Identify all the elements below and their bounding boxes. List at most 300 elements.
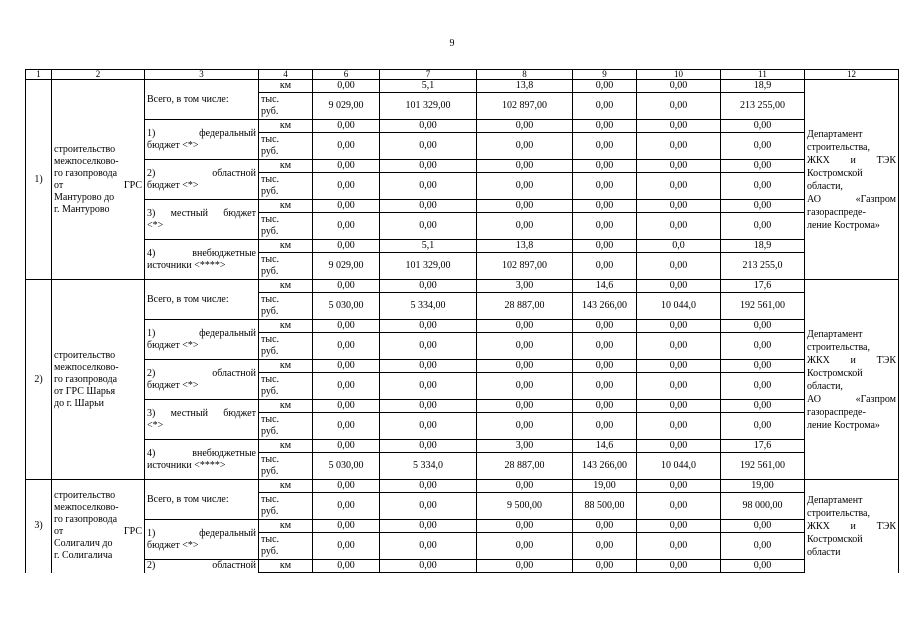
value-km: 0,00 xyxy=(721,400,805,413)
value-km: 0,00 xyxy=(637,120,721,133)
financing-table xyxy=(25,69,899,573)
unit-rub-line: руб. xyxy=(261,506,279,517)
unit-rub-line: тыс. xyxy=(261,374,280,385)
column-number: 1 xyxy=(26,70,52,80)
unit-km: км xyxy=(259,280,313,293)
object-name-line: межпоселково- xyxy=(54,361,119,373)
value-rub: 0,00 xyxy=(721,173,805,200)
department-line: газораспреде- xyxy=(807,206,866,218)
value-km: 0,00 xyxy=(721,200,805,213)
table-row xyxy=(26,480,899,493)
value-km: 0,00 xyxy=(637,400,721,413)
value-km: 0,00 xyxy=(313,280,380,293)
object-name xyxy=(52,80,145,280)
department-line: ЖКХ и ТЭК xyxy=(807,154,896,166)
funding-source-label: 3) местный бюджет xyxy=(147,407,256,419)
funding-source-federal xyxy=(145,320,259,360)
table-row xyxy=(26,240,899,253)
value-rub: 0,00 xyxy=(637,213,721,240)
unit-km: км xyxy=(259,560,313,573)
value-km: 0,00 xyxy=(380,520,477,533)
funding-source-label: 1) федеральный xyxy=(147,527,256,539)
value-km: 0,00 xyxy=(637,560,721,573)
funding-source-label: Всего, в том числе: xyxy=(147,93,229,105)
value-rub: 0,00 xyxy=(477,213,573,240)
department-line: газораспреде- xyxy=(807,406,866,418)
column-number: 4 xyxy=(259,70,313,80)
funding-source-label: 2) областной xyxy=(147,167,256,179)
row-number: 1) xyxy=(26,80,52,280)
department-line: Департамент xyxy=(807,494,863,506)
department-line: Департамент xyxy=(807,128,863,140)
value-rub: 98 000,00 xyxy=(721,493,805,520)
value-km: 0,00 xyxy=(477,520,573,533)
column-number: 9 xyxy=(573,70,637,80)
responsible-department xyxy=(805,480,899,573)
unit-rub-line: руб. xyxy=(261,186,279,197)
unit-km: км xyxy=(259,440,313,453)
value-rub: 9 500,00 xyxy=(477,493,573,520)
value-rub: 9 029,00 xyxy=(313,253,380,280)
funding-source-label: <*> xyxy=(147,219,164,231)
value-km: 18,9 xyxy=(721,80,805,93)
funding-source-local xyxy=(145,200,259,240)
value-rub: 0,00 xyxy=(637,413,721,440)
value-km: 0,00 xyxy=(637,360,721,373)
value-rub: 0,00 xyxy=(721,133,805,160)
value-rub: 0,00 xyxy=(573,173,637,200)
unit-rub-line: руб. xyxy=(261,546,279,557)
value-km: 0,00 xyxy=(380,360,477,373)
value-km: 0,00 xyxy=(380,320,477,333)
value-km: 18,9 xyxy=(721,240,805,253)
value-rub: 0,00 xyxy=(477,133,573,160)
unit-rub-line: тыс. xyxy=(261,534,280,545)
value-rub: 0,00 xyxy=(573,333,637,360)
value-rub: 0,00 xyxy=(573,373,637,400)
value-km: 0,00 xyxy=(721,560,805,573)
value-km: 0,00 xyxy=(313,360,380,373)
funding-source-local xyxy=(145,400,259,440)
department-line: Костромской xyxy=(807,533,863,545)
unit-km: км xyxy=(259,320,313,333)
value-rub: 0,00 xyxy=(721,413,805,440)
object-name-line: от ГРС Шарья xyxy=(54,385,116,397)
value-km: 14,6 xyxy=(573,440,637,453)
value-km: 0,00 xyxy=(313,320,380,333)
unit-rub-line: тыс. xyxy=(261,454,280,465)
unit-rub-line: тыс. xyxy=(261,294,280,305)
unit-rub xyxy=(259,173,313,200)
funding-source-label: Всего, в том числе: xyxy=(147,493,229,505)
value-km: 17,6 xyxy=(721,440,805,453)
value-rub: 0,00 xyxy=(477,333,573,360)
value-rub: 0,00 xyxy=(477,173,573,200)
value-rub: 102 897,00 xyxy=(477,93,573,120)
department-line: строительства, xyxy=(807,341,870,353)
value-rub: 5 030,00 xyxy=(313,453,380,480)
unit-km: км xyxy=(259,80,313,93)
unit-rub-line: руб. xyxy=(261,426,279,437)
unit-rub xyxy=(259,493,313,520)
value-km: 0,00 xyxy=(573,160,637,173)
value-km: 0,00 xyxy=(380,480,477,493)
value-km: 0,00 xyxy=(313,80,380,93)
value-km: 17,6 xyxy=(721,280,805,293)
department-line: ЖКХ и ТЭК xyxy=(807,520,896,532)
unit-rub xyxy=(259,293,313,320)
unit-km: км xyxy=(259,520,313,533)
funding-source-label: Всего, в том числе: xyxy=(147,293,229,305)
value-rub: 0,00 xyxy=(721,213,805,240)
unit-rub-line: руб. xyxy=(261,266,279,277)
row-number: 2) xyxy=(26,280,52,480)
unit-rub xyxy=(259,93,313,120)
column-number: 8 xyxy=(477,70,573,80)
table-row xyxy=(26,400,899,413)
value-rub: 102 897,00 xyxy=(477,253,573,280)
unit-rub-line: тыс. xyxy=(261,174,280,185)
department-line: Департамент xyxy=(807,328,863,340)
value-rub: 0,00 xyxy=(721,373,805,400)
value-rub: 0,00 xyxy=(477,413,573,440)
funding-source-label: 1) федеральный xyxy=(147,127,256,139)
value-km: 0,00 xyxy=(573,560,637,573)
value-rub: 0,00 xyxy=(313,493,380,520)
value-km: 0,00 xyxy=(721,120,805,133)
value-km: 0,00 xyxy=(637,200,721,213)
row-number: 3) xyxy=(26,480,52,573)
department-line: Костромской xyxy=(807,367,863,379)
value-rub: 0,00 xyxy=(313,133,380,160)
table-row xyxy=(26,560,899,573)
value-rub: 0,00 xyxy=(380,533,477,560)
unit-rub xyxy=(259,213,313,240)
value-km: 0,00 xyxy=(313,440,380,453)
object-name-line: строительство xyxy=(54,490,116,502)
unit-km: км xyxy=(259,120,313,133)
table-row xyxy=(26,160,899,173)
value-rub: 0,00 xyxy=(573,93,637,120)
object-name-line: межпоселково- xyxy=(54,155,119,167)
value-rub: 0,00 xyxy=(313,333,380,360)
funding-source-label: бюджет <*> xyxy=(147,139,199,151)
object-name-line: строительство xyxy=(54,143,116,155)
value-km: 0,00 xyxy=(477,560,573,573)
value-rub: 0,00 xyxy=(477,533,573,560)
table-row xyxy=(26,360,899,373)
value-rub: 0,00 xyxy=(637,373,721,400)
value-rub: 0,00 xyxy=(380,213,477,240)
unit-rub xyxy=(259,253,313,280)
value-rub: 9 029,00 xyxy=(313,93,380,120)
unit-rub xyxy=(259,453,313,480)
responsible-department xyxy=(805,80,899,280)
object-name xyxy=(52,280,145,480)
value-rub: 213 255,0 xyxy=(721,253,805,280)
object-name-line: строительство xyxy=(54,349,116,361)
value-km: 0,00 xyxy=(721,360,805,373)
funding-source-offbudget xyxy=(145,240,259,280)
value-rub: 5 334,0 xyxy=(380,453,477,480)
value-rub: 0,00 xyxy=(637,133,721,160)
unit-rub xyxy=(259,373,313,400)
value-km: 0,00 xyxy=(313,520,380,533)
funding-source-federal xyxy=(145,120,259,160)
table-row xyxy=(26,320,899,333)
unit-rub-line: руб. xyxy=(261,346,279,357)
value-rub: 0,00 xyxy=(637,253,721,280)
value-km: 0,00 xyxy=(313,240,380,253)
table-row xyxy=(26,120,899,133)
table-row xyxy=(26,80,899,93)
unit-rub-line: руб. xyxy=(261,386,279,397)
unit-rub xyxy=(259,333,313,360)
value-km: 3,00 xyxy=(477,280,573,293)
object-name-line: до г. Шарьи xyxy=(54,397,104,409)
value-km: 0,00 xyxy=(721,160,805,173)
value-rub: 0,00 xyxy=(573,253,637,280)
unit-rub-line: тыс. xyxy=(261,334,280,345)
value-km: 0,00 xyxy=(477,160,573,173)
value-rub: 0,00 xyxy=(313,173,380,200)
unit-rub xyxy=(259,133,313,160)
value-km: 0,00 xyxy=(380,400,477,413)
value-rub: 0,00 xyxy=(637,93,721,120)
value-km: 0,00 xyxy=(380,200,477,213)
unit-rub-line: руб. xyxy=(261,466,279,477)
table-row xyxy=(26,440,899,453)
value-km: 0,00 xyxy=(477,400,573,413)
funding-source-regional xyxy=(145,160,259,200)
value-km: 0,00 xyxy=(637,80,721,93)
column-number: 2 xyxy=(52,70,145,80)
value-rub: 213 255,00 xyxy=(721,93,805,120)
value-km: 0,00 xyxy=(637,520,721,533)
column-number: 12 xyxy=(805,70,899,80)
department-line: строительства, xyxy=(807,507,870,519)
value-km: 19,00 xyxy=(721,480,805,493)
unit-km: км xyxy=(259,400,313,413)
unit-km: км xyxy=(259,160,313,173)
funding-source-label: 4) внебюджетные xyxy=(147,247,256,259)
value-rub: 0,00 xyxy=(380,413,477,440)
value-km: 0,00 xyxy=(573,520,637,533)
object-name-line: г. Солигалича xyxy=(54,550,113,562)
value-rub: 10 044,0 xyxy=(637,453,721,480)
value-rub: 0,00 xyxy=(380,173,477,200)
value-km: 0,00 xyxy=(637,440,721,453)
funding-source-label: 1) федеральный xyxy=(147,327,256,339)
funding-source-total xyxy=(145,280,259,320)
value-rub: 10 044,0 xyxy=(637,293,721,320)
unit-km: км xyxy=(259,480,313,493)
funding-source-label: 2) областной xyxy=(147,560,256,572)
value-km: 13,8 xyxy=(477,80,573,93)
value-km: 0,0 xyxy=(637,240,721,253)
column-number: 10 xyxy=(637,70,721,80)
value-rub: 5 334,00 xyxy=(380,293,477,320)
value-rub: 0,00 xyxy=(573,533,637,560)
funding-source-federal xyxy=(145,520,259,560)
object-name-line: Солигалич до xyxy=(54,538,113,550)
value-km: 0,00 xyxy=(313,120,380,133)
value-km: 0,00 xyxy=(721,320,805,333)
value-rub: 0,00 xyxy=(313,533,380,560)
value-rub: 143 266,00 xyxy=(573,453,637,480)
value-rub: 0,00 xyxy=(573,213,637,240)
column-number: 6 xyxy=(313,70,380,80)
funding-source-label: бюджет <*> xyxy=(147,179,199,191)
value-rub: 0,00 xyxy=(313,373,380,400)
department-line: АО «Газпром xyxy=(807,393,896,405)
unit-km: км xyxy=(259,360,313,373)
value-rub: 0,00 xyxy=(380,493,477,520)
value-rub: 0,00 xyxy=(637,173,721,200)
value-km: 0,00 xyxy=(313,400,380,413)
unit-km: км xyxy=(259,240,313,253)
value-km: 0,00 xyxy=(380,160,477,173)
responsible-department xyxy=(805,280,899,480)
value-km: 19,00 xyxy=(573,480,637,493)
department-line: области xyxy=(807,546,841,558)
value-rub: 0,00 xyxy=(313,413,380,440)
value-km: 0,00 xyxy=(380,560,477,573)
table-row xyxy=(26,280,899,293)
value-rub: 0,00 xyxy=(477,373,573,400)
value-rub: 101 329,00 xyxy=(380,253,477,280)
value-km: 0,00 xyxy=(477,320,573,333)
value-rub: 192 561,00 xyxy=(721,293,805,320)
unit-rub-line: тыс. xyxy=(261,134,280,145)
unit-rub-line: тыс. xyxy=(261,214,280,225)
unit-rub-line: тыс. xyxy=(261,414,280,425)
object-name-line: межпоселково- xyxy=(54,502,119,514)
value-km: 0,00 xyxy=(573,360,637,373)
value-rub: 28 887,00 xyxy=(477,293,573,320)
value-km: 0,00 xyxy=(477,480,573,493)
value-km: 0,00 xyxy=(637,320,721,333)
value-rub: 0,00 xyxy=(637,533,721,560)
unit-km: км xyxy=(259,200,313,213)
funding-source-label: источники <****> xyxy=(147,459,226,471)
value-rub: 0,00 xyxy=(380,373,477,400)
page-number: 9 xyxy=(449,38,455,49)
value-rub: 5 030,00 xyxy=(313,293,380,320)
object-name-line: от ГРС xyxy=(54,179,142,191)
department-line: строительства, xyxy=(807,141,870,153)
department-line: ление Кострома» xyxy=(807,219,880,231)
value-km: 0,00 xyxy=(721,520,805,533)
value-km: 0,00 xyxy=(313,480,380,493)
funding-source-label: <*> xyxy=(147,419,164,431)
funding-source-total xyxy=(145,480,259,520)
value-rub: 192 561,00 xyxy=(721,453,805,480)
value-km: 0,00 xyxy=(313,200,380,213)
unit-rub-line: тыс. xyxy=(261,94,280,105)
object-name-line: го газопровода xyxy=(54,167,118,179)
object-name-line: го газопровода xyxy=(54,514,118,526)
value-km: 0,00 xyxy=(573,120,637,133)
unit-rub-line: руб. xyxy=(261,226,279,237)
value-rub: 0,00 xyxy=(721,533,805,560)
value-rub: 0,00 xyxy=(313,213,380,240)
unit-rub-line: тыс. xyxy=(261,254,280,265)
unit-rub-line: руб. xyxy=(261,106,279,117)
value-km: 13,8 xyxy=(477,240,573,253)
unit-rub-line: руб. xyxy=(261,306,279,317)
unit-rub xyxy=(259,413,313,440)
object-name xyxy=(52,480,145,573)
object-name-line: Мантурово до xyxy=(54,191,115,203)
value-km: 14,6 xyxy=(573,280,637,293)
value-km: 0,00 xyxy=(380,440,477,453)
object-name-line: от ГРС xyxy=(54,526,142,538)
funding-source-label: бюджет <*> xyxy=(147,539,199,551)
value-km: 5,1 xyxy=(380,240,477,253)
funding-source-label: источники <****> xyxy=(147,259,226,271)
value-km: 0,00 xyxy=(573,240,637,253)
value-km: 0,00 xyxy=(313,560,380,573)
value-rub: 0,00 xyxy=(380,333,477,360)
funding-source-regional xyxy=(145,560,259,573)
value-km: 0,00 xyxy=(477,200,573,213)
value-km: 0,00 xyxy=(637,280,721,293)
value-km: 0,00 xyxy=(573,320,637,333)
value-rub: 0,00 xyxy=(573,133,637,160)
value-rub: 88 500,00 xyxy=(573,493,637,520)
value-km: 0,00 xyxy=(637,160,721,173)
column-number-row xyxy=(26,70,899,80)
value-km: 0,00 xyxy=(637,480,721,493)
value-km: 0,00 xyxy=(380,120,477,133)
object-name-line: г. Мантурово xyxy=(54,203,110,215)
value-km: 0,00 xyxy=(380,280,477,293)
value-km: 0,00 xyxy=(573,200,637,213)
department-line: области, xyxy=(807,180,843,192)
value-rub: 143 266,00 xyxy=(573,293,637,320)
unit-rub-line: тыс. xyxy=(261,494,280,505)
object-name-line: го газопровода xyxy=(54,373,118,385)
column-number: 7 xyxy=(380,70,477,80)
unit-rub xyxy=(259,533,313,560)
funding-source-total xyxy=(145,80,259,120)
value-rub: 0,00 xyxy=(573,413,637,440)
value-km: 5,1 xyxy=(380,80,477,93)
value-km: 0,00 xyxy=(313,160,380,173)
funding-source-label: 2) областной xyxy=(147,367,256,379)
department-line: ЖКХ и ТЭК xyxy=(807,354,896,366)
value-km: 0,00 xyxy=(573,400,637,413)
funding-source-label: 3) местный бюджет xyxy=(147,207,256,219)
department-line: Костромской xyxy=(807,167,863,179)
funding-source-label: бюджет <*> xyxy=(147,339,199,351)
column-number: 3 xyxy=(145,70,259,80)
value-rub: 101 329,00 xyxy=(380,93,477,120)
funding-source-label: бюджет <*> xyxy=(147,379,199,391)
department-line: АО «Газпром xyxy=(807,193,896,205)
value-rub: 0,00 xyxy=(380,133,477,160)
value-rub: 0,00 xyxy=(721,333,805,360)
table-row xyxy=(26,200,899,213)
value-rub: 0,00 xyxy=(637,333,721,360)
funding-source-regional xyxy=(145,360,259,400)
table-row xyxy=(26,520,899,533)
value-km: 0,00 xyxy=(477,360,573,373)
column-number: 11 xyxy=(721,70,805,80)
funding-source-offbudget xyxy=(145,440,259,480)
value-km: 0,00 xyxy=(573,80,637,93)
